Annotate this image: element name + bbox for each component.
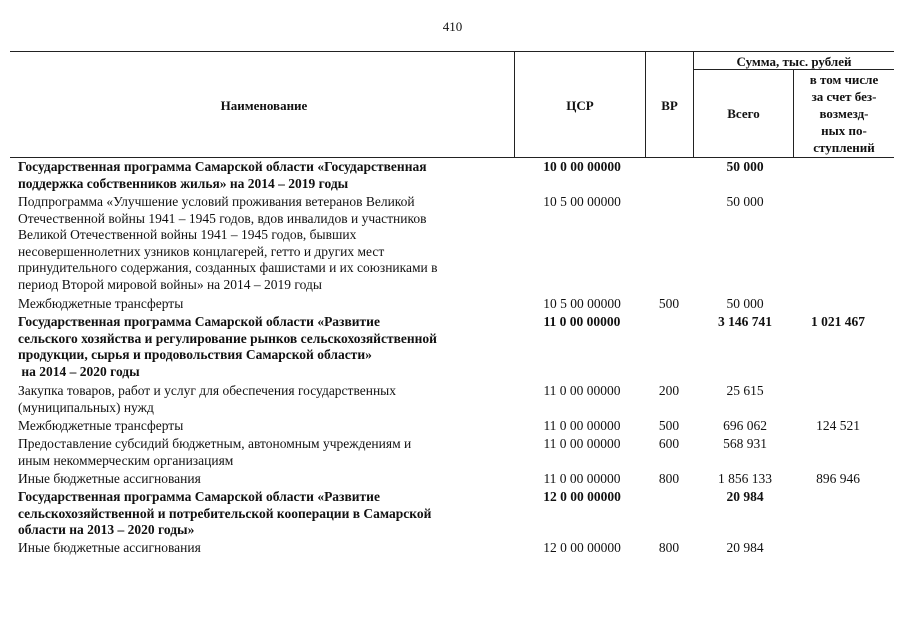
row-total: 1 856 133 (718, 471, 772, 486)
row-name (18, 418, 513, 435)
row-free: 896 946 (816, 471, 860, 486)
row-name-line: области на 2013 – 2020 годы» (18, 522, 195, 537)
row-vr: 500 (658, 296, 680, 311)
row-name (18, 194, 513, 293)
row-vr: 500 (658, 418, 680, 433)
row-total: 20 984 (726, 489, 764, 504)
row-csr: 10 5 00 00000 (543, 296, 621, 311)
header-name: Наименование (220, 98, 308, 113)
row-name-line: Межбюджетные трансферты (18, 296, 184, 311)
row-name-line: на 2014 – 2020 годы (18, 363, 140, 379)
row-name (18, 471, 513, 488)
row-name-line: сельскохозяйственной и потребительской кооперации в Самарской (18, 505, 432, 521)
page-number: 410 (442, 19, 463, 34)
row-csr: 10 5 00 00000 (543, 194, 621, 209)
row-name (18, 159, 513, 192)
row-name-line: Закупка товаров, работ и услуг для обеспечения государственных (18, 383, 397, 398)
header-vr: ВР (661, 98, 678, 113)
row-csr: 10 0 00 00000 (543, 159, 621, 174)
header-bottom-rule (10, 157, 894, 158)
row-vr: 600 (658, 436, 680, 451)
row-name-line: Иные бюджетные ассигнования (18, 471, 201, 486)
header-total: Всего (727, 106, 760, 121)
header-sum: Сумма, тыс. рублей (736, 54, 852, 69)
row-vr: 200 (658, 383, 680, 398)
row-csr: 11 0 00 00000 (543, 314, 621, 329)
row-csr: 12 0 00 00000 (543, 540, 621, 555)
row-name-line: Предоставление субсидий бюджетным, автономным учреждениям и (18, 436, 412, 451)
header-free-line: возмезд- (819, 106, 869, 121)
row-csr: 11 0 00 00000 (543, 471, 621, 486)
row-total: 3 146 741 (718, 314, 772, 329)
row-csr: 11 0 00 00000 (543, 436, 621, 451)
row-name-line: поддержка собственников жилья» на 2014 – 2019 годы (18, 175, 349, 191)
row-name-line: принудительного содержания, созданных фашистами и их союзниками в (18, 260, 438, 275)
row-name-line: Государственная программа Самарской области «Государственная (18, 159, 427, 174)
row-name-line: Государственная программа Самарской области «Развитие (18, 314, 380, 329)
row-name-line: Великой Отечественной войны 1941 – 1945 годов, бывших (18, 227, 357, 242)
row-total: 25 615 (726, 383, 764, 398)
header-top-rule (10, 51, 894, 52)
row-name (18, 314, 513, 380)
row-name-line: Отечественной войны 1941 – 1945 годов, вдов инвалидов и участников (18, 210, 427, 226)
row-name (18, 489, 513, 539)
row-name-line: несовершеннолетних узников концлагерей, гетто и других мест (18, 243, 385, 259)
row-name-line: Государственная программа Самарской области «Развитие (18, 489, 380, 504)
row-name-line: сельского хозяйства и регулирование рынков сельскохозяйственной (18, 330, 437, 346)
row-csr: 11 0 00 00000 (543, 418, 621, 433)
row-name (18, 540, 513, 557)
header-free-line: за счет без- (811, 89, 877, 104)
row-total: 568 931 (723, 436, 767, 451)
row-total: 50 000 (726, 296, 764, 311)
row-total: 696 062 (723, 418, 767, 433)
row-name-line: период Второй мировой войны» на 2014 – 2019 годы (18, 276, 322, 292)
row-name-line: иным некоммерческим организациям (18, 452, 234, 468)
row-total: 50 000 (726, 159, 764, 174)
header-free-line: ступлений (813, 140, 875, 155)
row-name (18, 383, 513, 416)
row-name-line: Иные бюджетные ассигнования (18, 540, 201, 555)
row-free: 124 521 (816, 418, 860, 433)
header-free-line: ных по- (821, 123, 867, 138)
row-free: 1 021 467 (811, 314, 865, 329)
row-name-line: (муниципальных) нужд (18, 399, 154, 415)
row-name (18, 296, 513, 313)
row-csr: 12 0 00 00000 (543, 489, 621, 504)
row-name-line: Подпрограмма «Улучшение условий проживания ветеранов Великой (18, 194, 415, 209)
row-total: 50 000 (726, 194, 764, 209)
row-total: 20 984 (726, 540, 764, 555)
row-name-line: продукции, сырья и продовольствия Самарской области» (18, 347, 372, 362)
header-free (794, 71, 894, 156)
header-free-line: в том числе (809, 72, 879, 87)
row-csr: 11 0 00 00000 (543, 383, 621, 398)
row-name (18, 436, 513, 469)
header-csr: ЦСР (566, 98, 594, 113)
row-vr: 800 (658, 471, 680, 486)
row-vr: 800 (658, 540, 680, 555)
row-name-line: Межбюджетные трансферты (18, 418, 184, 433)
